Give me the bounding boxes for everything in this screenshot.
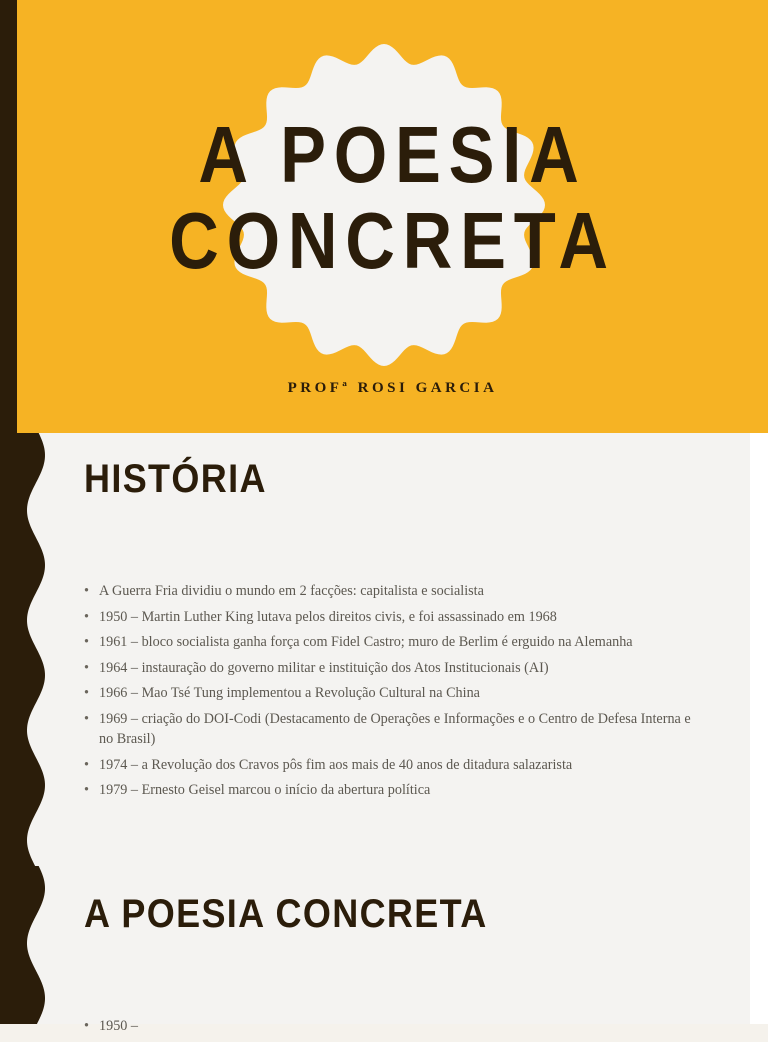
list-item: • 1950 – Martin Luther King lutava pelos direitos civis, e foi assassinado em 1968	[84, 607, 694, 627]
slide-heading: A POESIA CONCRETA	[84, 892, 488, 936]
presentation-title	[141, 112, 644, 284]
title-line-2: CONCRETA	[169, 196, 616, 285]
list-item: • 1969 – criação do DOI-Codi (Destacamento de Operações e Informações e o Centro de Defesa Interna e no Brasil)	[84, 709, 694, 749]
list-item: • A Guerra Fria dividiu o mundo em 2 facções: capitalista e socialista	[84, 581, 694, 601]
presenter-name: PROFª ROSI GARCIA	[287, 380, 498, 396]
title-line-1: A POESIA	[198, 110, 587, 199]
list-item: • 1979 – Ernesto Geisel marcou o início da abertura política	[84, 780, 694, 800]
slide-content-area	[0, 866, 750, 1024]
list-item: • 1961 – bloco socialista ganha força com Fidel Castro; muro de Berlim é erguido na Alemanha	[84, 632, 694, 652]
slide-title	[0, 0, 768, 433]
list-item: • 1964 – instauração do governo militar e instituição dos Atos Institucionais (AI)	[84, 658, 694, 678]
bullet-list	[84, 1016, 694, 1042]
list-item: • 1974 – a Revolução dos Cravos pôs fim aos mais de 40 anos de ditadura salazarista	[84, 755, 694, 775]
slide-poesia-concreta	[0, 866, 768, 1034]
slide-heading: HISTÓRIA	[84, 457, 267, 501]
list-item: • 1950 –	[84, 1016, 694, 1036]
slide-historia	[0, 433, 768, 866]
bullet-list	[84, 581, 694, 806]
list-item: • 1966 – Mao Tsé Tung implementou a Revolução Cultural na China	[84, 683, 694, 703]
wavy-left-border	[0, 866, 60, 1024]
left-accent-bar	[0, 0, 17, 433]
wavy-left-border	[0, 433, 60, 866]
